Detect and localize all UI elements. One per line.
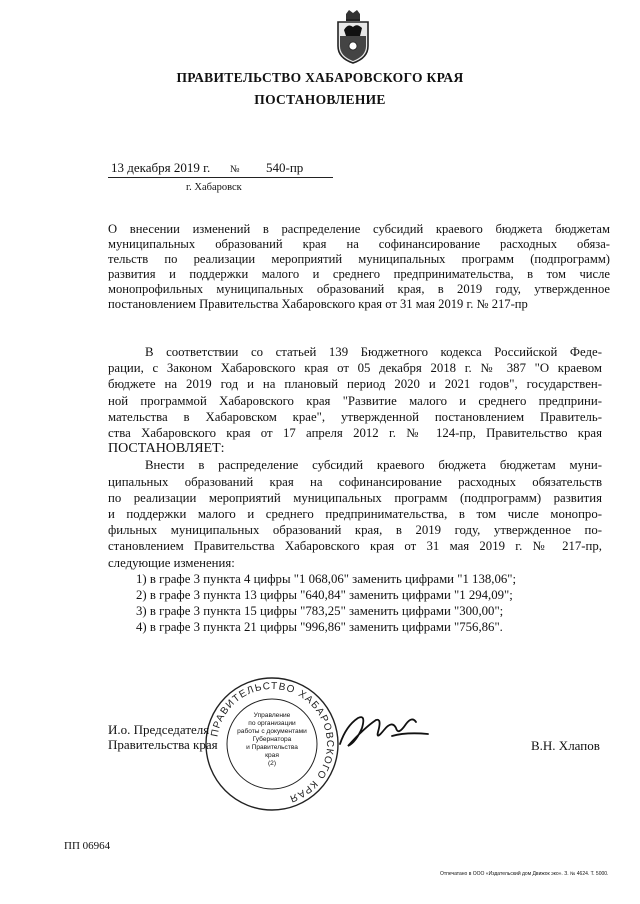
city: г. Хабаровск xyxy=(186,182,242,193)
document-date: 13 декабря 2019 г. xyxy=(111,160,211,175)
decision-line: и поддержки малого и среднего предпринимательства, в том числе монопро- xyxy=(108,507,602,522)
decision-line: по реализации мероприятий муниципальных программ (подпрограмм) развития xyxy=(108,490,602,505)
decision-line: фильных муниципальных образований края, в 2019 году, утвержденное по- xyxy=(108,523,602,538)
change-item: 2) в графе 3 пункта 13 цифры "640,84" заменить цифрами "1 294,09"; xyxy=(136,588,513,603)
subject-line: тельств по реализации мероприятий муниципальных программ (подпрограмм) xyxy=(108,252,610,266)
number-sign: № xyxy=(230,164,240,175)
signatory-position-line: И.о. Председателя xyxy=(108,722,210,737)
document-type: ПОСТАНОВЛЕНИЕ xyxy=(254,92,386,107)
signatory-position xyxy=(108,722,218,752)
signatory-position-line: Правительства края xyxy=(108,737,218,752)
subject-title xyxy=(108,222,610,312)
subject-line: постановлением Правительства Хабаровского края от 31 мая 2019 г. № 217-пр xyxy=(108,297,528,311)
stamp-line: (2) xyxy=(267,760,277,767)
handwritten-signature xyxy=(336,706,432,752)
stamp-line: края xyxy=(265,752,279,759)
decision-line: следующие изменения: xyxy=(108,555,235,570)
resolves-heading: ПОСТАНОВЛЯЕТ: xyxy=(108,441,225,457)
preamble-line: ной программой Хабаровского края "Развитие малого и среднего предприни- xyxy=(108,393,602,408)
organization-title: ПРАВИТЕЛЬСТВО ХАБАРОВСКОГО КРАЯ xyxy=(176,70,464,85)
document-body xyxy=(108,344,602,636)
change-item: 1) в графе 3 пункта 4 цифры "1 068,06" заменить цифрами "1 138,06"; xyxy=(136,571,517,586)
subject-line: муниципальных образований края на софинансирование расходных обяза- xyxy=(108,237,610,251)
document-number: 540-пр xyxy=(266,160,304,175)
stamp-line: работы с документами xyxy=(237,728,307,735)
change-item: 4) в графе 3 пункта 21 цифры "996,86" заменить цифрами "756,86". xyxy=(136,620,503,635)
date-underline xyxy=(108,177,333,178)
preamble-line: бюджете на 2019 год и на плановый период 2020 и 2021 годов", государствен- xyxy=(108,377,602,392)
change-item: 3) в графе 3 пункта 15 цифры "783,25" заменить цифрами "300,00"; xyxy=(136,604,504,619)
preamble-line: мательства в Хабаровском крае", утвержденной постановлением Правитель- xyxy=(108,409,602,424)
preamble-line: ства Хабаровского края от 17 апреля 2012 г. № 124-пр, Правительство края xyxy=(108,426,602,441)
stamp-line: по организации xyxy=(248,720,296,727)
stamp-line: Губернатора xyxy=(252,736,292,743)
subject-line: монопрофильных муниципальных образований края, в 2019 году, утвержденное xyxy=(108,282,610,296)
subject-line: развития и поддержки малого и среднего предпринимательства, в том числе xyxy=(108,267,610,281)
signatory-name: В.Н. Хлапов xyxy=(531,738,600,753)
decision-line: ципальных образований края на софинансирование расходных обязательств xyxy=(108,474,602,489)
pp-number: ПП 06964 xyxy=(64,840,111,852)
decision-line: Внести в распределение субсидий краевого бюджета бюджетам муни- xyxy=(145,458,602,473)
printing-house-note: Отпечатано в ООО «Издательский дом Движок эко». З. № 4624. Т. 5000. xyxy=(440,871,609,877)
stamp-ring-text: ПРАВИТЕЛЬСТВО ХАБАРОВСКОГО КРАЯ xyxy=(209,680,336,805)
subject-line: О внесении изменений в распределение субсидий краевого бюджета бюджетам xyxy=(108,222,610,236)
stamp-line: Управление xyxy=(253,712,291,719)
preamble-line: рации, с Законом Хабаровского края от 05 декабря 2018 г. № 387 "О краевом xyxy=(108,361,602,376)
coat-of-arms-icon xyxy=(330,6,376,66)
stamp-inner-text xyxy=(236,712,308,768)
preamble-line: В соответствии со статьей 139 Бюджетного кодекса Российской Феде- xyxy=(145,345,602,359)
decision-line: становлением Правительства Хабаровского края от 31 мая 2019 г. № 217-пр, xyxy=(108,539,602,554)
stamp-line: и Правительства xyxy=(246,744,298,751)
